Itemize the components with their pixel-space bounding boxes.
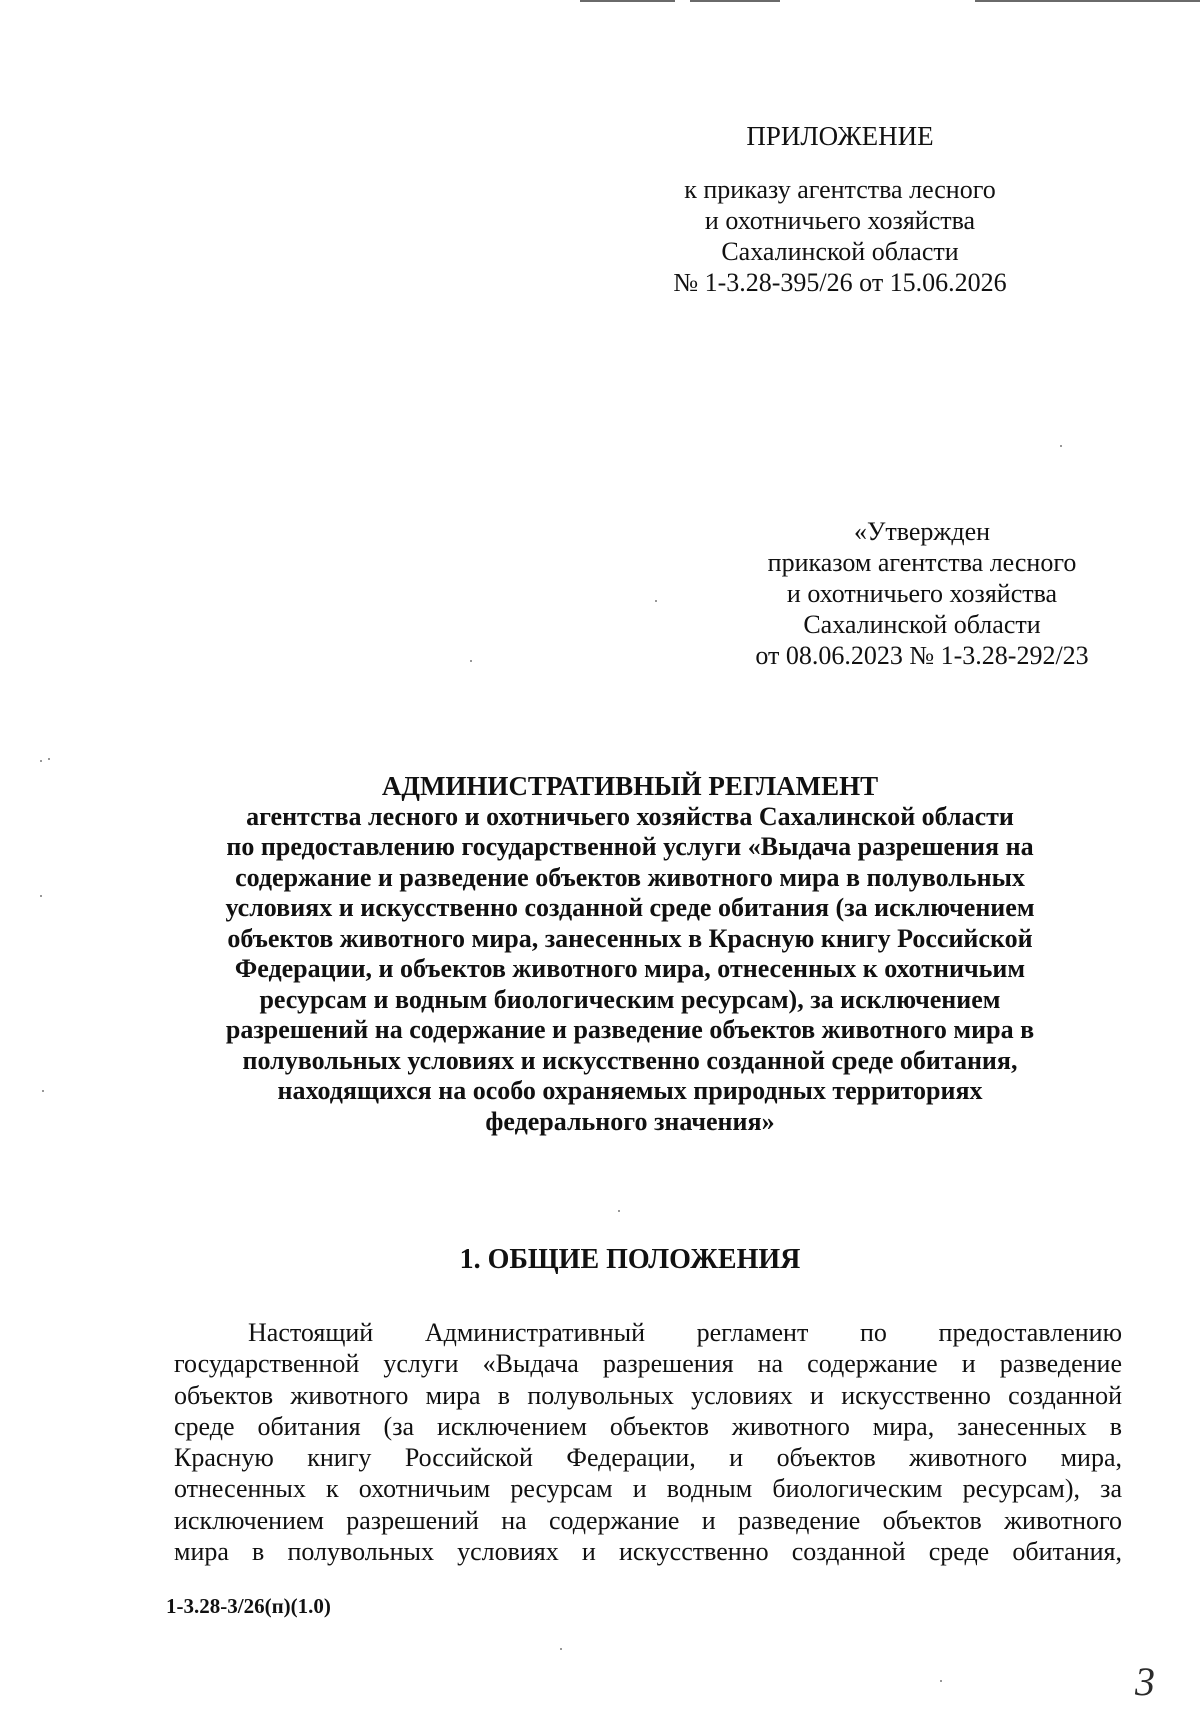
scan-edge-line — [975, 0, 1200, 2]
regulation-title-line: ресурсам и водным биологическим ресурсам), за исключением — [259, 984, 1001, 1014]
scan-speck — [48, 758, 50, 760]
regulation-title-line: находящихся на особо охраняемых природных территориях — [277, 1076, 983, 1105]
paragraph-line: Красную книгу Российской Федерации, и объектов животного мира, — [174, 1443, 1122, 1473]
scan-speck — [470, 660, 472, 662]
approval-order-number: от 08.06.2023 № 1-3.28-292/23 — [755, 641, 1089, 670]
appendix-block — [600, 121, 1080, 298]
paragraph-line: отнесенных к охотничьим ресурсам и водным биологическим ресурсам), за — [174, 1474, 1122, 1504]
scan-edge-line — [580, 0, 675, 2]
regulation-title-main: АДМИНИСТРАТИВНЫЙ РЕГЛАМЕНТ — [381, 771, 879, 801]
scan-speck — [618, 1210, 620, 1212]
document-code: 1-3.28-3/26(п)(1.0) — [166, 1594, 331, 1618]
approval-line: Сахалинской области — [803, 610, 1041, 639]
paragraph-line: среде обитания (за исключением объектов животного мира, занесенных в — [174, 1411, 1122, 1441]
scan-edge-line — [690, 0, 780, 2]
regulation-title — [150, 771, 1110, 1137]
regulation-title-line: агентства лесного и охотничьего хозяйства Сахалинской области — [246, 801, 1014, 831]
scan-speck — [42, 1090, 44, 1092]
approval-block — [722, 516, 1122, 671]
approval-line: и охотничьего хозяйства — [786, 579, 1058, 608]
paragraph-line: исключением разрешений на содержание и разведение объектов животного — [174, 1505, 1122, 1535]
regulation-title-line: полувольных условиях и искусственно созданной среде обитания, — [242, 1045, 1018, 1075]
regulation-title-line: условиях и искусственно созданной среде обитания (за исключением — [225, 893, 1035, 922]
regulation-title-line: по предоставлению государственной услуги «Выдача разрешения на — [226, 832, 1034, 861]
paragraph-line: Настоящий Административный регламент по предоставлению — [248, 1318, 1122, 1347]
section-heading: 1. ОБЩИЕ ПОЛОЖЕНИЯ — [459, 1244, 801, 1275]
page-number: 3 — [1135, 1659, 1155, 1704]
appendix-line: и охотничьего хозяйства — [704, 206, 976, 235]
scan-speck — [940, 1680, 942, 1682]
regulation-title-line: разрешений на содержание и разведение объектов животного мира в — [225, 1015, 1035, 1044]
scan-speck — [40, 895, 42, 897]
appendix-line: к приказу агентства лесного — [684, 175, 996, 204]
scan-speck — [560, 1648, 562, 1650]
regulation-title-line: объектов животного мира, занесенных в Красную книгу Российской — [227, 923, 1033, 953]
approval-line: приказом агентства лесного — [767, 548, 1077, 577]
regulation-title-line: Федерации, и объектов животного мира, отнесенных к охотничьим — [234, 954, 1026, 983]
approval-line: «Утвержден — [853, 517, 991, 546]
paragraph-line: государственной услуги «Выдача разрешения на содержание и разведение — [174, 1349, 1122, 1379]
scan-speck — [40, 760, 42, 762]
paragraph-line: объектов животного мира в полувольных условиях и искусственно созданной — [174, 1380, 1122, 1410]
scan-speck — [1060, 445, 1062, 447]
body-paragraph — [174, 1317, 1122, 1567]
appendix-order-number: № 1-3.28-395/26 от 15.06.2026 — [673, 268, 1007, 297]
appendix-heading: ПРИЛОЖЕНИЕ — [746, 121, 934, 151]
scan-speck — [655, 600, 657, 602]
regulation-title-line: федерального значения» — [485, 1106, 775, 1136]
appendix-line: Сахалинской области — [721, 237, 959, 266]
paragraph-line: мира в полувольных условиях и искусственно созданной среде обитания, — [174, 1537, 1122, 1567]
regulation-title-line: содержание и разведение объектов животного мира в полувольных — [235, 862, 1025, 892]
